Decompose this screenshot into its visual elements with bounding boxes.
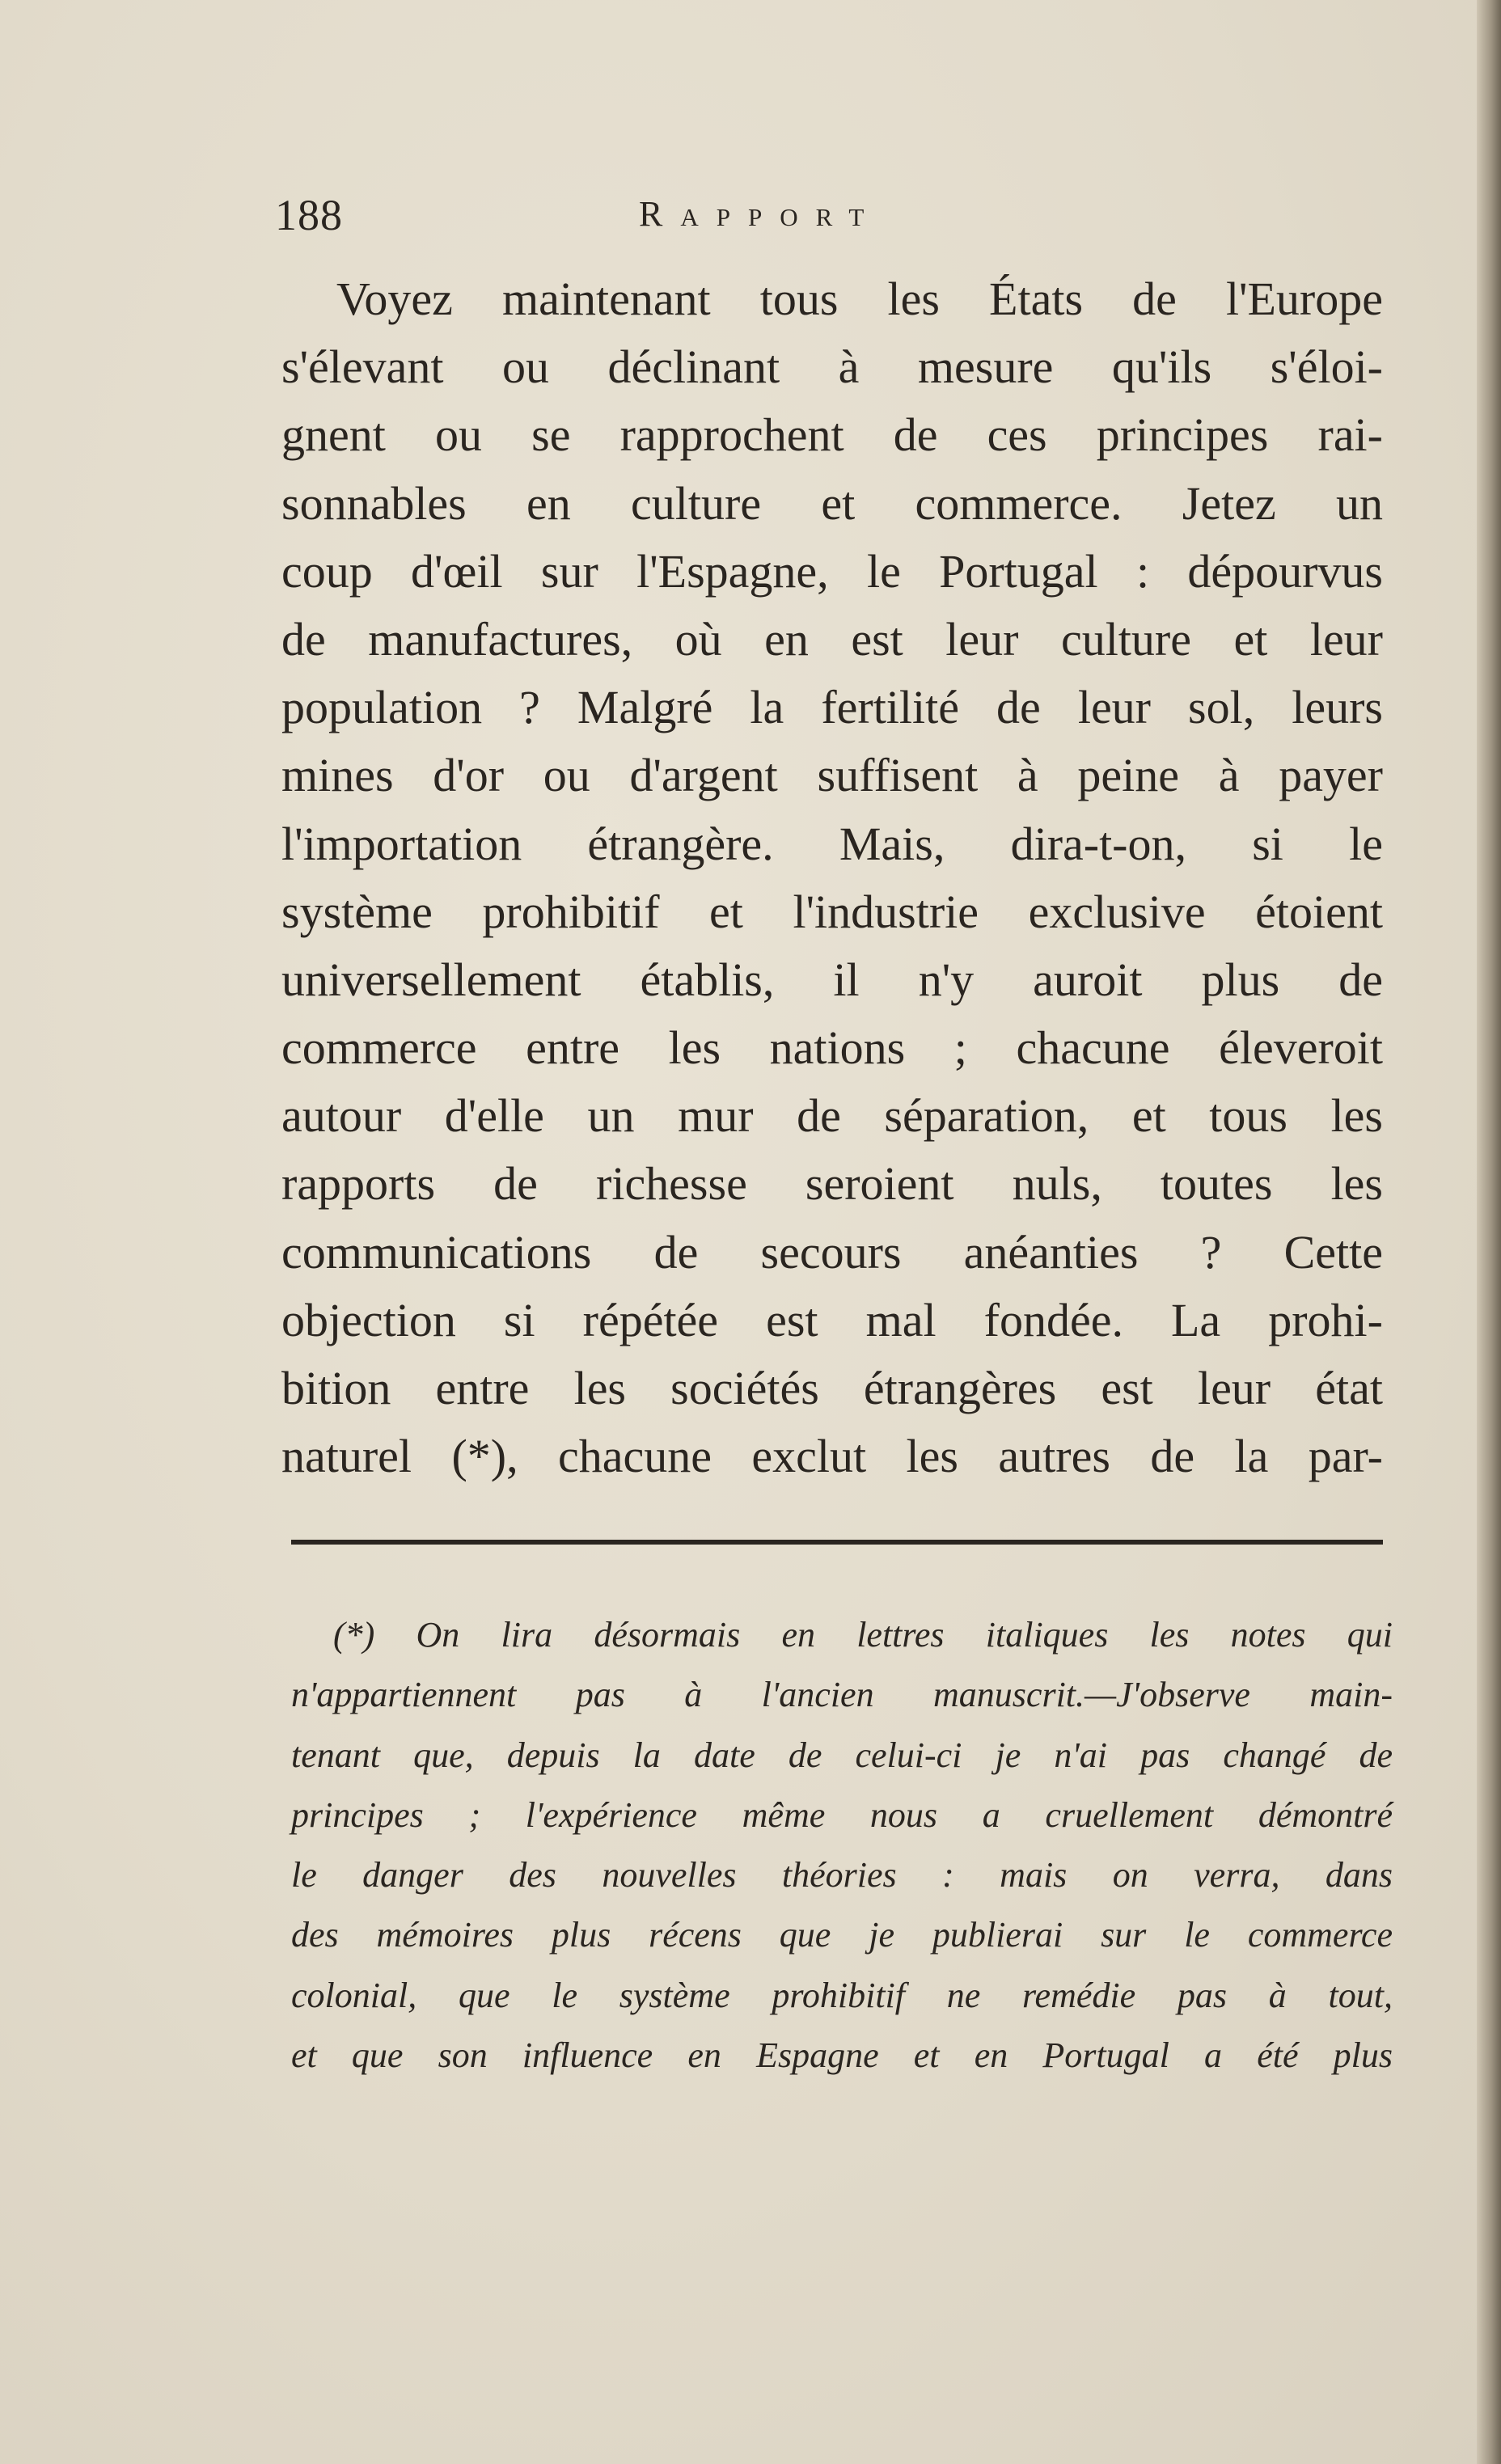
footnote-line: (*) On lira désormais en lettres italiques les notes qui — [333, 1615, 1393, 1655]
page-number: 188 — [275, 191, 343, 239]
body-line: mines d'or ou d'argent suffisent à peine à payer — [281, 749, 1383, 802]
footnote-line: colonial, que le système prohibitif ne remédie pas à tout, — [291, 1975, 1393, 2015]
footnote-line: le danger des nouvelles théories : mais on verra, dans — [291, 1855, 1393, 1896]
body-line: naturel (*), chacune exclut les autres de la par- — [281, 1430, 1383, 1483]
running-title: Rapport — [639, 194, 882, 234]
footnote-rule — [291, 1540, 1383, 1545]
body-line: de manufactures, où en est leur culture et leur — [281, 612, 1383, 666]
body-line: système prohibitif et l'industrie exclusive étoient — [281, 885, 1383, 938]
body-line: communications de secours anéanties ? Cette — [281, 1225, 1383, 1278]
body-line: sonnables en culture et commerce. Jetez un — [281, 476, 1383, 530]
page-edge-shadow — [1477, 0, 1501, 2464]
footnote-line: principes ; l'expérience même nous a cruellement démontré — [291, 1794, 1393, 1835]
footnote-line: n'appartiennent pas à l'ancien manuscrit.—J'observe main- — [291, 1675, 1393, 1715]
body-line: gnent ou se rapprochent de ces principes rai- — [281, 408, 1383, 462]
body-line: commerce entre les nations ; chacune éleveroit — [281, 1021, 1383, 1075]
body-line: population ? Malgré la fertilité de leur sol, leurs — [281, 681, 1383, 734]
body-line: s'élevant ou déclinant à mesure qu'ils s'éloi- — [281, 340, 1383, 394]
body-line: rapports de richesse seroient nuls, toutes les — [281, 1157, 1383, 1211]
running-head — [275, 190, 1407, 239]
footnote-line: tenant que, depuis la date de celui-ci je n'ai pas changé de — [291, 1735, 1393, 1775]
footnote — [291, 1605, 1393, 2086]
body-line: objection si répétée est mal fondée. La prohi- — [281, 1293, 1383, 1346]
body-line: l'importation étrangère. Mais, dira-t-on, si le — [281, 817, 1383, 870]
body-line: coup d'œil sur l'Espagne, le Portugal : dépourvus — [281, 544, 1383, 598]
body-line: Voyez maintenant tous les États de l'Europe — [336, 273, 1383, 325]
body-line: autour d'elle un mur de séparation, et tous les — [281, 1089, 1383, 1143]
body-line: bition entre les sociétés étrangères est leur état — [281, 1362, 1383, 1414]
footnote-line: des mémoires plus récens que je publierai sur le commerce — [291, 1915, 1393, 1955]
footnote-line: et que son influence en Espagne et en Portugal a été plus — [291, 2035, 1393, 2076]
body-line: universellement établis, il n'y auroit plus de — [281, 953, 1383, 1006]
body-text — [281, 265, 1383, 1490]
